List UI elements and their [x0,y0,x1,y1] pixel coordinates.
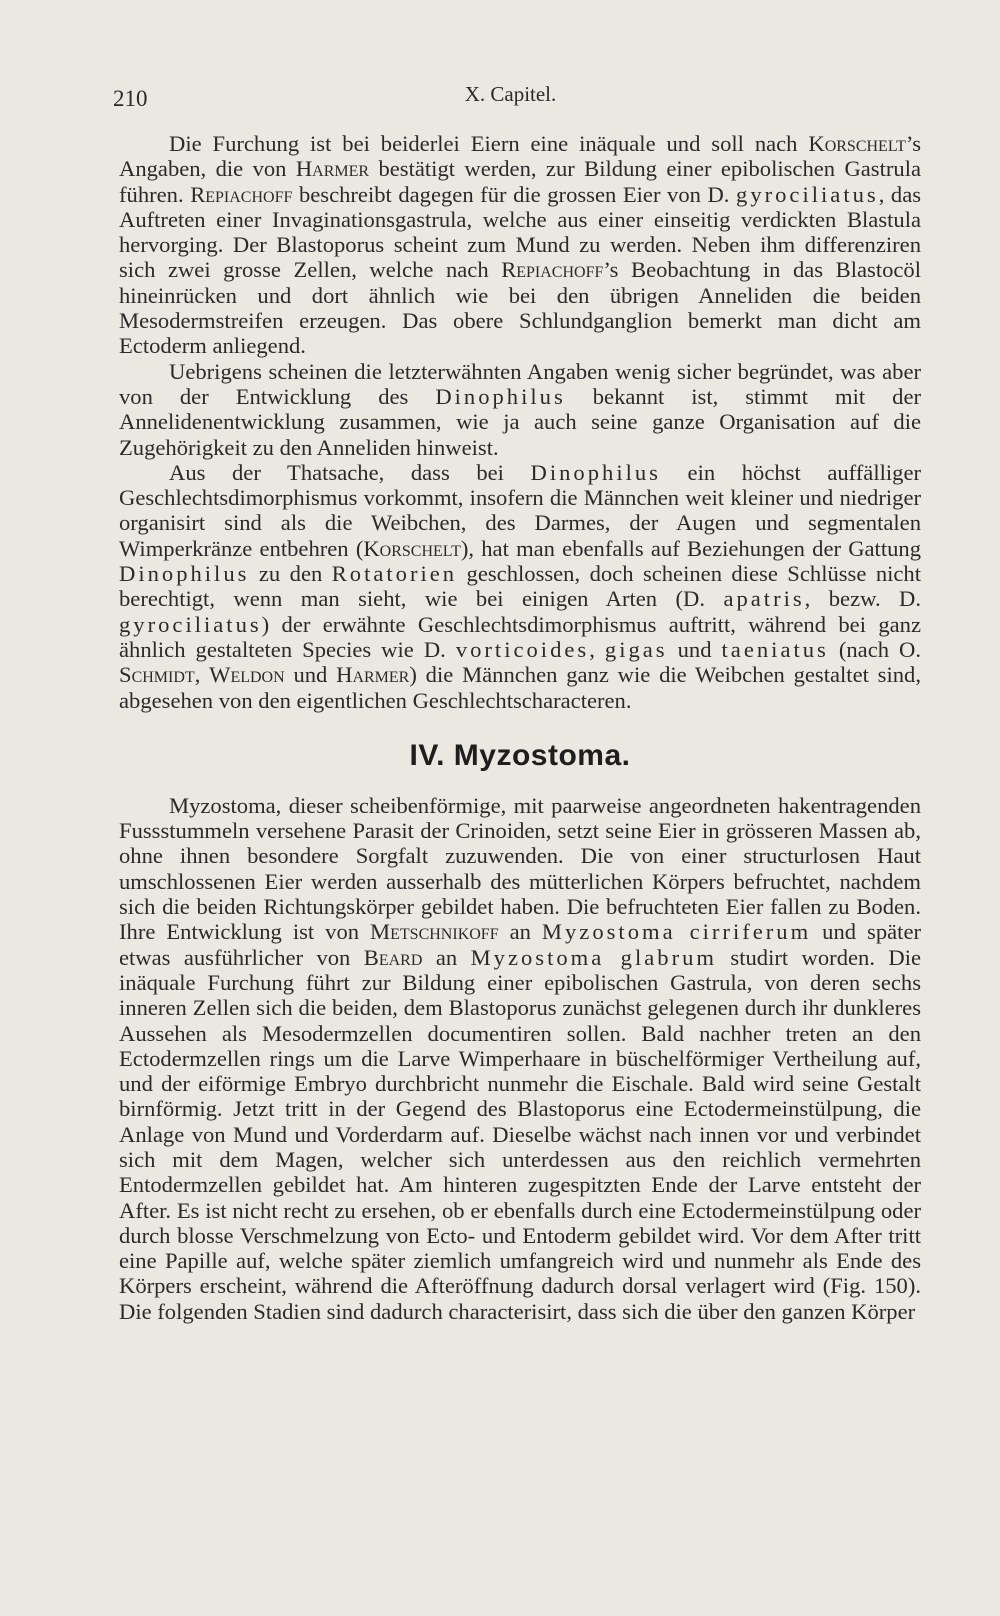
chapter-title: X. Capitel. [464,82,557,106]
section-heading: IV. Myzostoma. [409,738,631,772]
species-name: taeniatus [721,636,829,662]
running-head [113,82,908,118]
author-name: Korschelt [363,535,461,561]
species-name: gigas [604,636,668,662]
author-name: Repiachoff [190,181,293,207]
author-name: Repiachoff [501,257,604,283]
genus-name: Dinophilus [530,459,661,485]
species-name: apatris [723,586,805,612]
author-name: Harmer [336,662,410,688]
page-number: 210 [113,86,148,111]
author-name: Metschnikoff [370,919,499,945]
paragraph-2: Uebrigens scheinen die letzterwähnten Angaben wenig sicher begründet, was aber von der Entwicklung des Dinophilus bekannt ist, stimmt mit der Annelidenentwicklung zusammen, wie ja auch seine ganze Organisation auf die Zugehörigkeit zu den Anneliden hinweist. [119,358,921,460]
species-name: gyrociliatus [119,611,262,637]
species-name: vorticoides [455,636,590,662]
author-name: Schmidt [119,662,195,688]
author-name: Weldon [209,662,285,688]
paragraph-1: Die Furchung ist bei beiderlei Eiern eine inäquale und soll nach Korschelt’s Angaben, die von Harmer bestätigt werden, zur Bildung einer epibolischen Gastrula führen. Repiachoff beschreibt dagegen für die grossen Eier von D. gyrociliatus, das Auftreten einer Invaginationsgastrula, welche aus einer einseitig verdickten Blastula hervorging. Der Blastoporus scheint zum Mund zu werden. Neben ihm differenziren sich zwei grosse Zellen, welche nach Repiachoff’s Beobachtung in das Blastocöl hineinrücken und dort ähnlich wie bei den übrigen Anneliden die beiden Mesodermstreifen erzeugen. Das obere Schlundganglion bemerkt man dicht am Ectoderm anliegend. [119,131,922,359]
body-text [119,131,921,1324]
author-name: Beard [363,944,423,970]
species-name: Myzostoma glabrum [470,944,717,970]
paragraph-3: Aus der Thatsache, dass bei Dinophilus ein höchst auffälliger Geschlechtsdimorphismus vorkommt, insofern die Männchen weit kleiner und niedriger organisirt sind als die Weibchen, des Darmes, der Augen und segmentalen Wimperkränze entbehren (Korschelt), hat man ebenfalls auf Beziehungen der Gattung Dinophilus zu den Rotatorien geschlossen, doch scheinen diese Schlüsse nicht berechtigt, wenn man sieht, wie bei einigen Arten (D. apatris, bezw. D. gyrociliatus) der erwähnte Geschlechtsdimorphismus auftritt, während bei ganz ähnlich gestalteten Species wie D. vorticoides, gigas und taeniatus (nach O. Schmidt, Weldon und Harmer) die Männchen ganz wie die Weibchen gestaltet sind, abgesehen von den eigentlichen Geschlechtscharacteren. [119,459,922,713]
taxon-name: Rotatorien [331,561,458,587]
genus-name: Dinophilus [119,561,250,587]
author-name: Harmer [295,156,370,182]
genus-name: Dinophilus [435,383,566,409]
paragraph-4: Myzostoma, dieser scheibenförmige, mit paarweise angeordneten hakentragenden Fussstummeln versehene Parasit der Crinoiden, setzt seine Eier in grösseren Massen ab, ohne ihnen besondere Sorgfalt zuzuwenden. Die von einer structurlosen Haut umschlossenen Eier werden ausserhalb des mütterlichen Körpers befruchtet, nachdem sich die beiden Richtungskörper gebildet haben. Die befruchteten Eier fallen zu Boden. Ihre Entwicklung ist von Metschnikoff an Myzostoma cirriferum und später etwas ausführlicher von Beard an Myzostoma glabrum studirt worden. Die inäquale Furchung führt zur Bildung einer epibolischen Gastrula, von deren sechs inneren Zellen sich die beiden, dem Blastoporus zunächst gelegenen durch ihr dunkleres Aussehen als Mesodermzellen documentiren sollen. Bald nachher treten an den Ectodermzellen rings um die Larve Wimperhaare in büschelförmiger Vertheilung auf, und der eiförmige Embryo durchbricht nunmehr die Eischale. Bald wird seine Gestalt birnförmig. Jetzt tritt in der Gegend des Blastoporus eine Ectodermeinstülpung, die Anlage von Mund und Vorderdarm auf. Dieselbe wächst nach innen vor und verbindet sich mit dem Magen, welcher sich unterdessen aus den reichlich vermehrten Entodermzellen gebildet hat. Am hinteren zugespitzten Ende der Larve entsteht der After. Es ist nicht recht zu ersehen, ob er ebenfalls durch eine Ectodermeinstülpung oder durch blosse Verschmelzung von Ecto- und Entoderm gebildet wird. Vor dem After tritt eine Papille auf, welche später ziemlich umfangreich wird und nunmehr als Ende des Körpers erscheint, während die Afteröffnung dadurch dorsal verlagert wird (Fig. 150). Die folgenden Stadien sind dadurch characterisirt, dass sich die über den ganzen Körper [119,792,922,1324]
species-name: gyrociliatus [736,181,879,207]
author-name: Korschelt [808,131,906,156]
species-name: Myzostoma cirriferum [541,919,812,945]
